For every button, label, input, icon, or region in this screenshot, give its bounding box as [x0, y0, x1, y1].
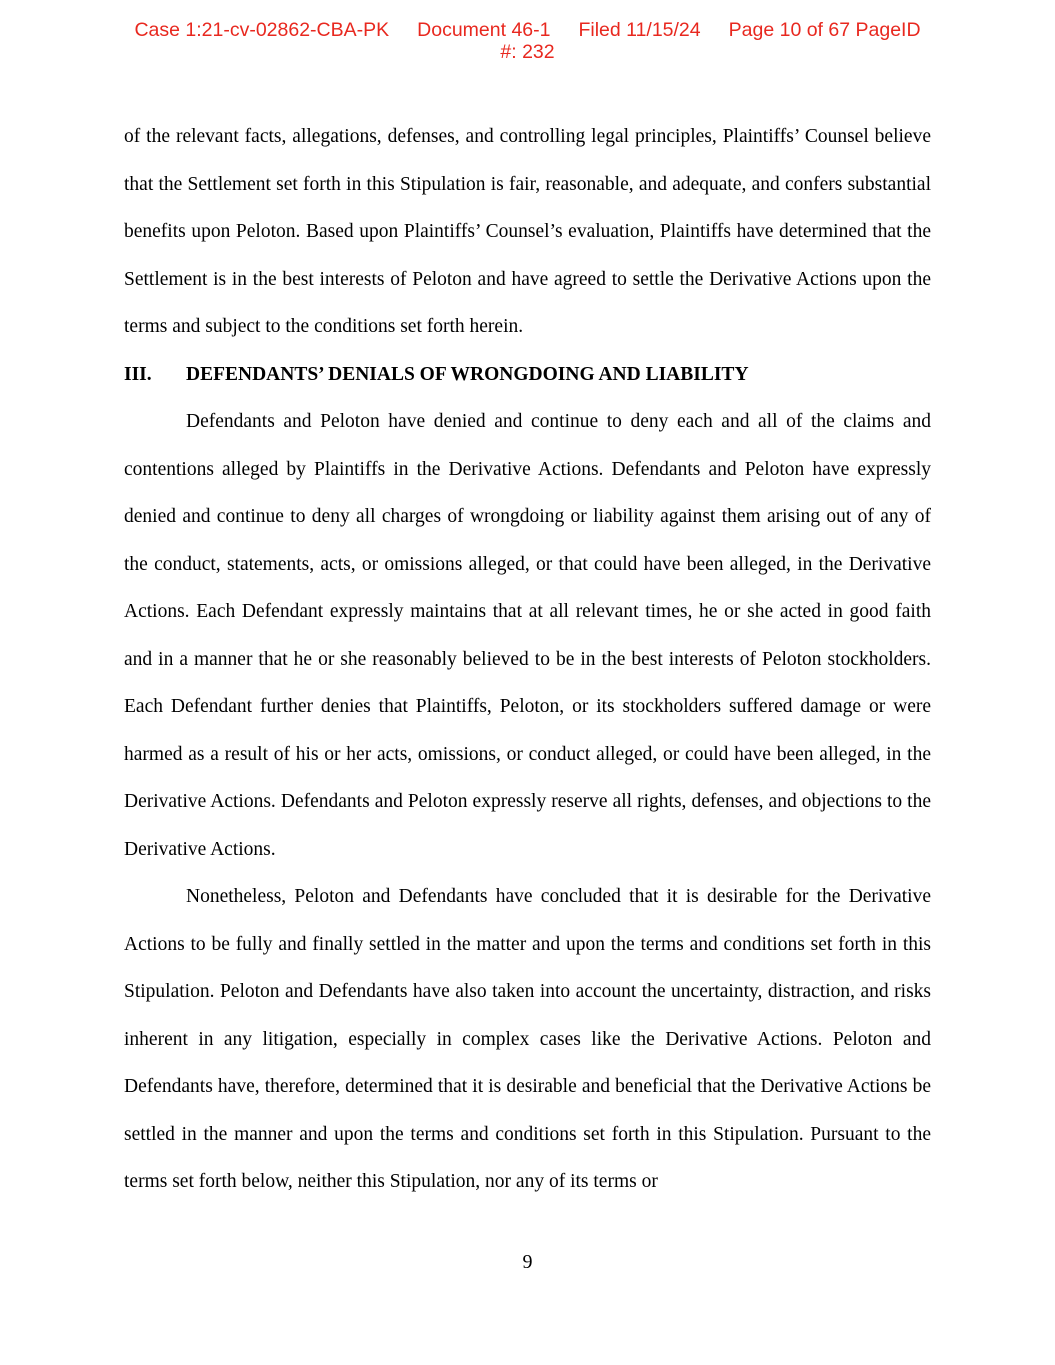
court-filing-header [0, 19, 1055, 63]
paragraph-counsel-evaluation: of the relevant facts, allegations, defenses, and controlling legal principles, Plaintiffs’ Counsel believe that the Settlement set forth in this Stipulation is fair, reasonable, and adequate, and confers substantial benefits upon Peloton. Based upon Plaintiffs’ Counsel’s evaluation, Plaintiffs have determined that the Settlement is in the best interests of Peloton and have agreed to settle the Derivative Actions upon the terms and subject to the conditions set forth herein. [124, 126, 931, 337]
document-body [124, 113, 931, 1206]
filing-header-line [0, 19, 1055, 41]
page-of-total: Page 10 of 67 PageID [728, 19, 921, 41]
section-title: DEFENDANTS’ DENIALS OF WRONGDOING AND LIABILITY [186, 363, 749, 385]
case-number: Case 1:21-cv-02862-CBA-PK [134, 19, 390, 41]
document-number: Document 46-1 [417, 19, 551, 41]
paragraph-denials: Defendants and Peloton have denied and continue to deny each and all of the claims and contentions alleged by Plaintiffs in the Derivative Actions. Defendants and Peloton have expressly denied and continue to deny all charges of wrongdoing or liability against them arising out of any of the conduct, statements, acts, or omissions alleged, or that could have been alleged, in the Derivative Actions. Each Defendant expressly maintains that at all relevant times, he or she acted in good faith and in a manner that he or she reasonably believed to be in the best interests of Peloton stockholders. Each Defendant further denies that Plaintiffs, Peloton, or its stockholders suffered damage or were harmed as a result of his or her acts, omissions, or conduct alleged, or could have been alleged, in the Derivative Actions. Defendants and Peloton expressly reserve all rights, defenses, and objections to the Derivative Actions. [124, 411, 931, 860]
paragraph-settlement-desirable: Nonetheless, Peloton and Defendants have concluded that it is desirable for the Derivative Actions to be fully and finally settled in the matter and upon the terms and conditions set forth in this Stipulation. Peloton and Defendants have also taken into account the uncertainty, distraction, and risks inherent in any litigation, especially in complex cases like the Derivative Actions. Peloton and Defendants have, therefore, determined that it is desirable and beneficial that the Derivative Actions be settled in the manner and upon the terms and conditions set forth in this Stipulation. Pursuant to the terms set forth below, neither this Stipulation, nor any of its terms or [124, 886, 931, 1192]
section-number: III. [124, 363, 152, 385]
filed-date: Filed 11/15/24 [578, 19, 701, 41]
page-id: #: 232 [500, 41, 555, 63]
section-heading [124, 351, 931, 399]
page-number: 9 [522, 1251, 533, 1273]
